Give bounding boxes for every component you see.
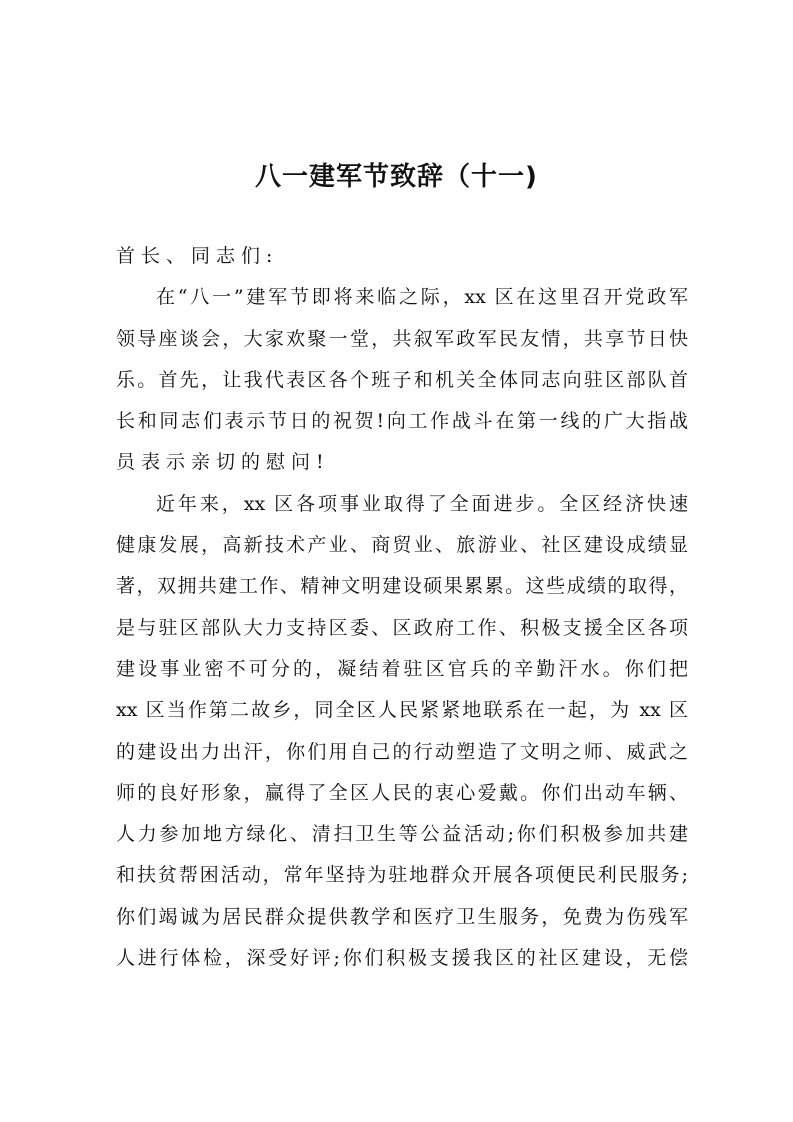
text-line: 的建设出力出汗，你们用自己的行动塑造了文明之师、威武之: [116, 740, 688, 763]
text-line: 员表示亲切的慰问!: [116, 451, 330, 474]
text-line: 和扶贫帮困活动，常年坚持为驻地群众开展各项便民利民服务;: [116, 864, 688, 887]
text-line: 健康发展，高新技术产业、商贸业、旅游业、社区建设成绩显: [116, 534, 688, 557]
text-line: 人进行体检，深受好评;你们积极支援我区的社区建设，无偿: [116, 947, 688, 970]
text-line: 是与驻区部队大力支持区委、区政府工作、积极支援全区各项: [116, 616, 688, 639]
text-line: 首长、同志们:: [116, 245, 279, 267]
text-line: 人力参加地方绿化、清扫卫生等公益活动;你们积极参加共建: [116, 823, 688, 846]
document-title: 八一建军节致辞（十一): [255, 162, 538, 192]
document-body: [116, 236, 688, 979]
text-line: 长和同志们表示节日的祝贺!向工作战斗在第一线的广大指战: [116, 410, 688, 433]
text-line: 近年来，xx 区各项事业取得了全面进步。全区经济快速: [156, 492, 688, 515]
text-line: 在“八一”建军节即将来临之际，xx 区在这里召开党政军: [156, 286, 688, 309]
text-line: 著，双拥共建工作、精神文明建设硕果累累。这些成绩的取得，: [116, 575, 688, 598]
text-line: 建设事业密不可分的，凝结着驻区官兵的辛勤汗水。你们把: [116, 657, 688, 680]
text-line: 师的良好形象，赢得了全区人民的衷心爱戴。你们出动车辆、: [116, 781, 688, 804]
text-line: xx 区当作第二故乡，同全区人民紧紧地联系在一起，为 xx 区: [116, 699, 688, 722]
text-line: 领导座谈会，大家欢聚一堂，共叙军政军民友情，共享节日快: [116, 327, 688, 350]
text-line: 你们竭诚为居民群众提供教学和医疗卫生服务，免费为伤残军: [116, 905, 688, 928]
text-line: 乐。首先，让我代表区各个班子和机关全体同志向驻区部队首: [116, 368, 688, 391]
